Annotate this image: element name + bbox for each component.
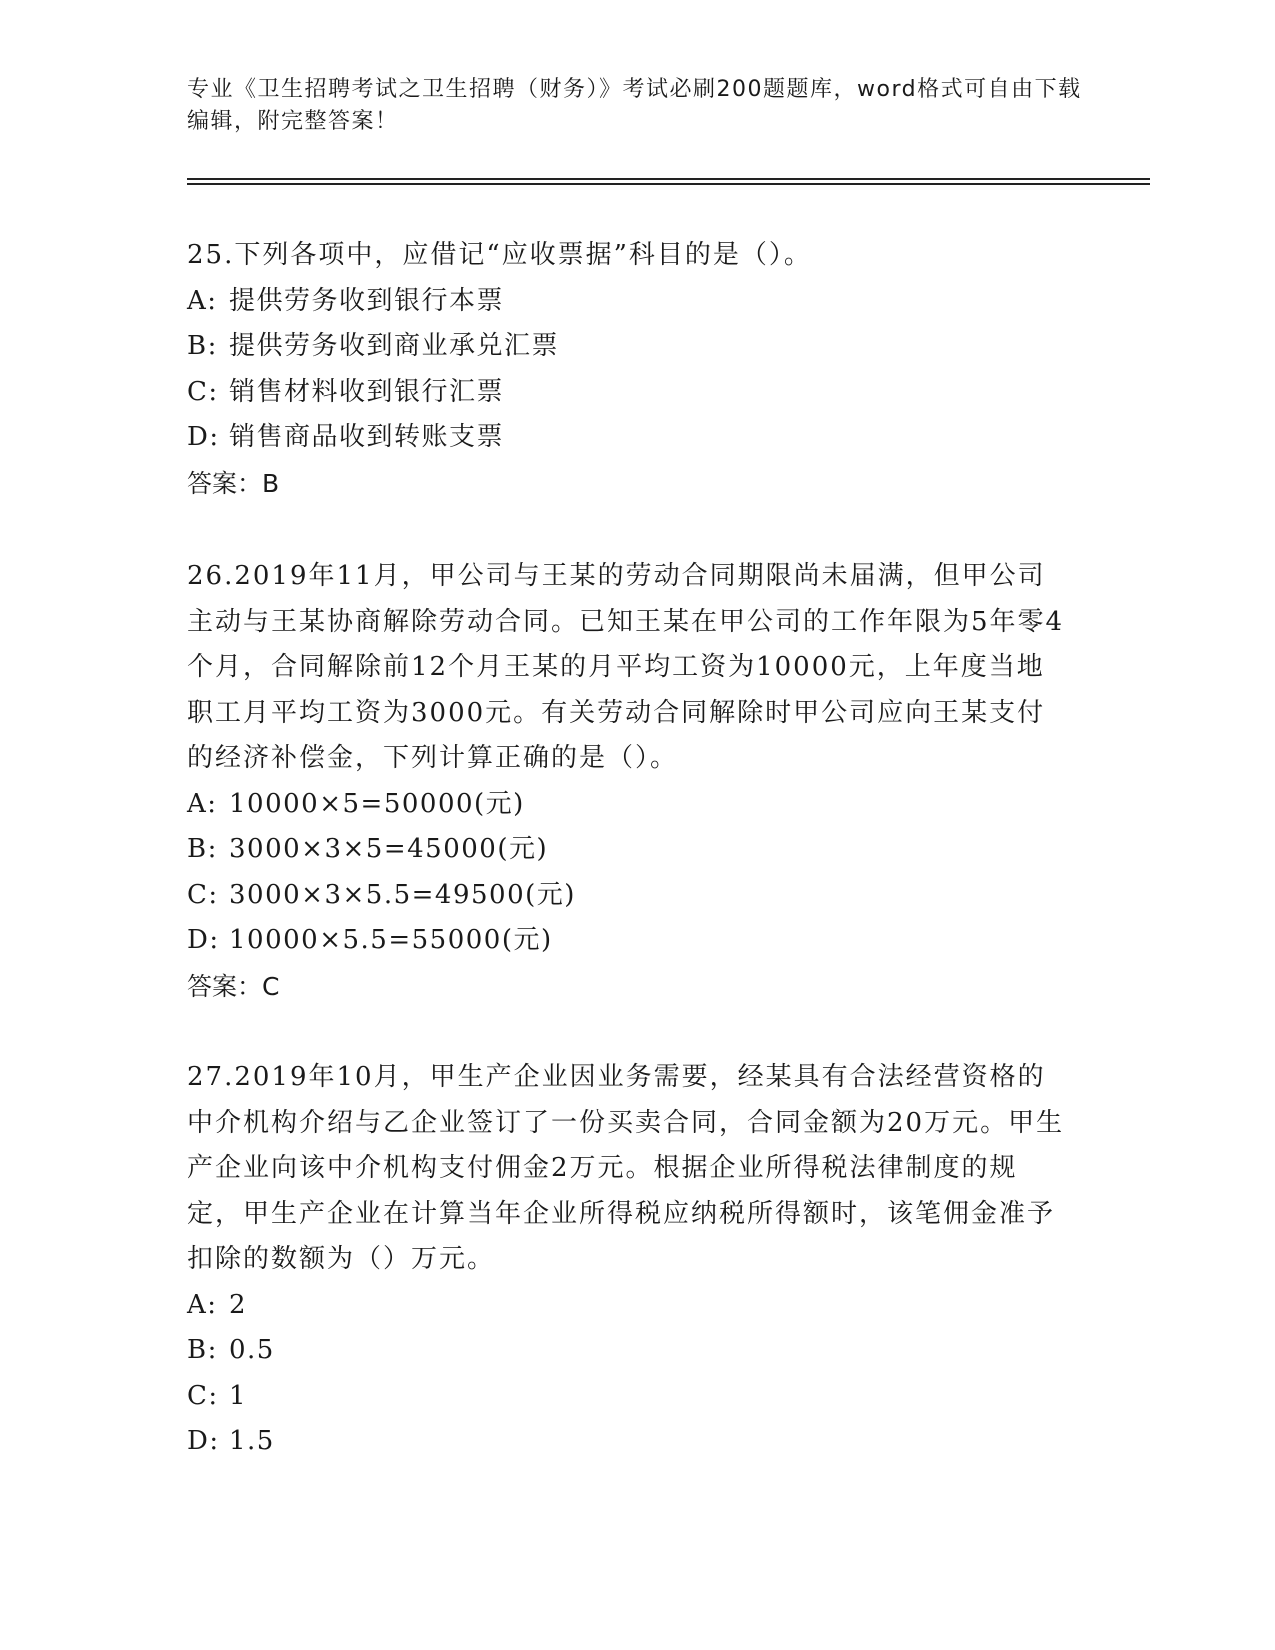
question-25 [187,233,1067,506]
option-text: 1 [229,1380,248,1411]
option-b [187,827,1067,873]
option-letter: C: [187,879,219,910]
question-stem: 25.下列各项中，应借记“应收票据”科目的是（）。 [187,240,812,270]
option-c [187,1374,1067,1420]
answer-line: 答案：C [187,971,280,1001]
option-text: 销售材料收到银行汇票 [229,376,505,407]
document-title: 专业《卫生招聘考试之卫生招聘（财务）》考试必刷200题题库，word格式可自由下载编辑，附完整答案！ [187,77,1082,134]
option-b [187,324,1067,370]
answer-line: 答案：B [187,468,280,498]
option-text: 3000×3×5=45000(元) [229,834,549,864]
option-letter: D: [187,925,220,955]
option-a [187,1283,1067,1329]
option-letter: D: [187,422,220,452]
option-letter: B: [187,1335,218,1365]
option-text: 提供劳务收到商业承兑汇票 [229,331,560,361]
option-text: 10000×5.5=55000(元) [229,925,553,955]
option-letter: A: [187,285,218,316]
option-letter: B: [187,331,218,361]
question-stem: 26.2019年11月，甲公司与王某的劳动合同期限尚未届满，但甲公司主动与王某协商解除劳动合同。已知王某在甲公司的工作年限为5年零4个月，合同解除前12个月王某的月平均工资为10000元，上年度当地职工月平均工资为3000元。有关劳动合同解除时甲公司应向王某支付的经济补偿金，下列计算正确的是（）。 [187,561,1065,773]
option-c [187,370,1067,416]
option-text: 10000×5=50000(元) [229,788,525,819]
option-text: 1.5 [229,1426,275,1456]
question-stem: 27.2019年10月，甲生产企业因业务需要，经某具有合法经营资格的中介机构介绍与乙企业签订了一份买卖合同，合同金额为20万元。甲生产企业向该中介机构支付佣金2万元。根据企业所得税法律制度的规定，甲生产企业在计算当年企业所得税应纳税所得额时，该笔佣金准予扣除的数额为（）万元。 [187,1062,1065,1274]
option-text: 提供劳务收到银行本票 [229,285,505,316]
option-letter: A: [187,1289,218,1320]
option-a [187,782,1067,828]
option-text: 3000×3×5.5=49500(元) [229,879,576,910]
question-26 [187,554,1067,1009]
option-c [187,873,1067,919]
option-letter: D: [187,1426,220,1456]
option-a [187,279,1067,325]
option-letter: C: [187,376,219,407]
header-divider-top [187,178,1150,180]
option-text: 销售商品收到转账支票 [229,422,505,452]
option-d [187,1419,1067,1465]
header-divider-bottom [187,183,1150,185]
option-d [187,415,1067,461]
option-b [187,1328,1067,1374]
option-d [187,918,1067,964]
option-letter: A: [187,788,218,819]
option-letter: B: [187,834,218,864]
option-text: 0.5 [229,1335,275,1365]
option-letter: C: [187,1380,219,1411]
option-text: 2 [229,1289,248,1320]
question-27 [187,1055,1067,1465]
